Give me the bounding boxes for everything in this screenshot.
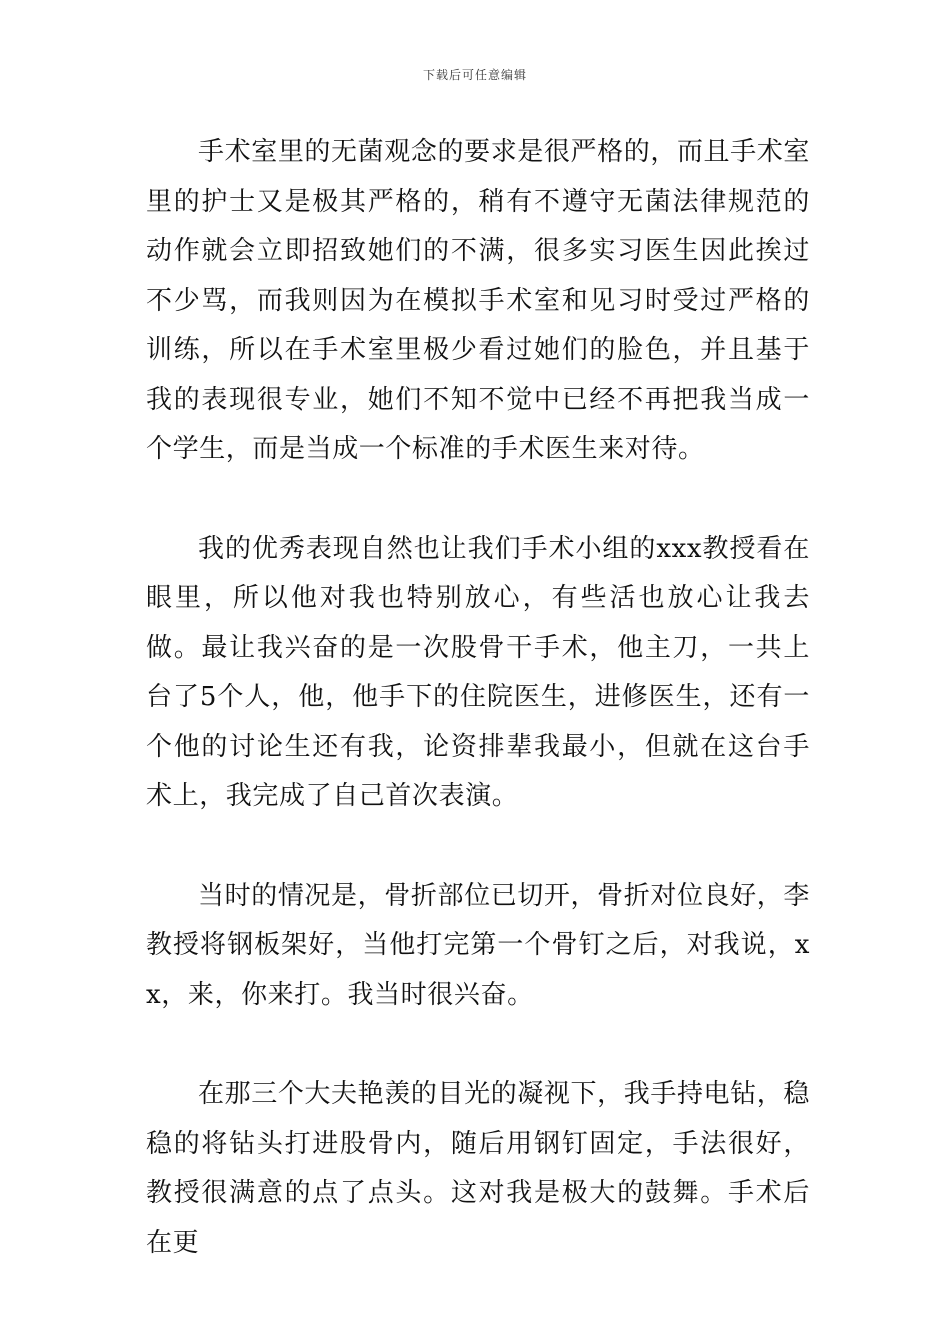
paragraph-3: 当时的情况是，骨折部位已切开，骨折对位良好，李教授将钢板架好，当他打完第一个骨钉之后，对我说，xx，来，你来打。我当时很兴奋。 (146, 880, 810, 1010)
paragraph-1: 手术室里的无菌观念的要求是很严格的，而且手术室里的护士又是极其严格的，稍有不遵守无菌法律规范的动作就会立即招致她们的不满，很多实习医生因此挨过不少骂，而我则因为在模拟手术室和见习时受过严格的训练，所以在手术室里极少看过她们的脸色，并且基于我的表现很专业，她们不知不觉中已经不再把我当成一个学生，而是当成一个标准的手术医生来对待。 (146, 137, 810, 464)
paragraph-4: 在那三个大夫艳羡的目光的凝视下，我手持电钻，稳稳的将钻头打进股骨内，随后用钢钉固定，手法很好，教授很满意的点了点头。这对我是极大的鼓舞。手术后在更 (146, 1079, 810, 1258)
header-note: 下载后可任意编辑 (422, 68, 527, 82)
document-body (146, 128, 810, 1318)
paragraph-2: 我的优秀表现自然也让我们手术小组的xxx教授看在眼里，所以他对我也特别放心，有些活也放心让我去做。最让我兴奋的是一次股骨干手术，他主刀，一共上台了5个人，他，他手下的住院医生，进修医生，还有一个他的讨论生还有我，论资排辈我最小，但就在这台手术上，我完成了自己首次表演。 (146, 533, 810, 811)
